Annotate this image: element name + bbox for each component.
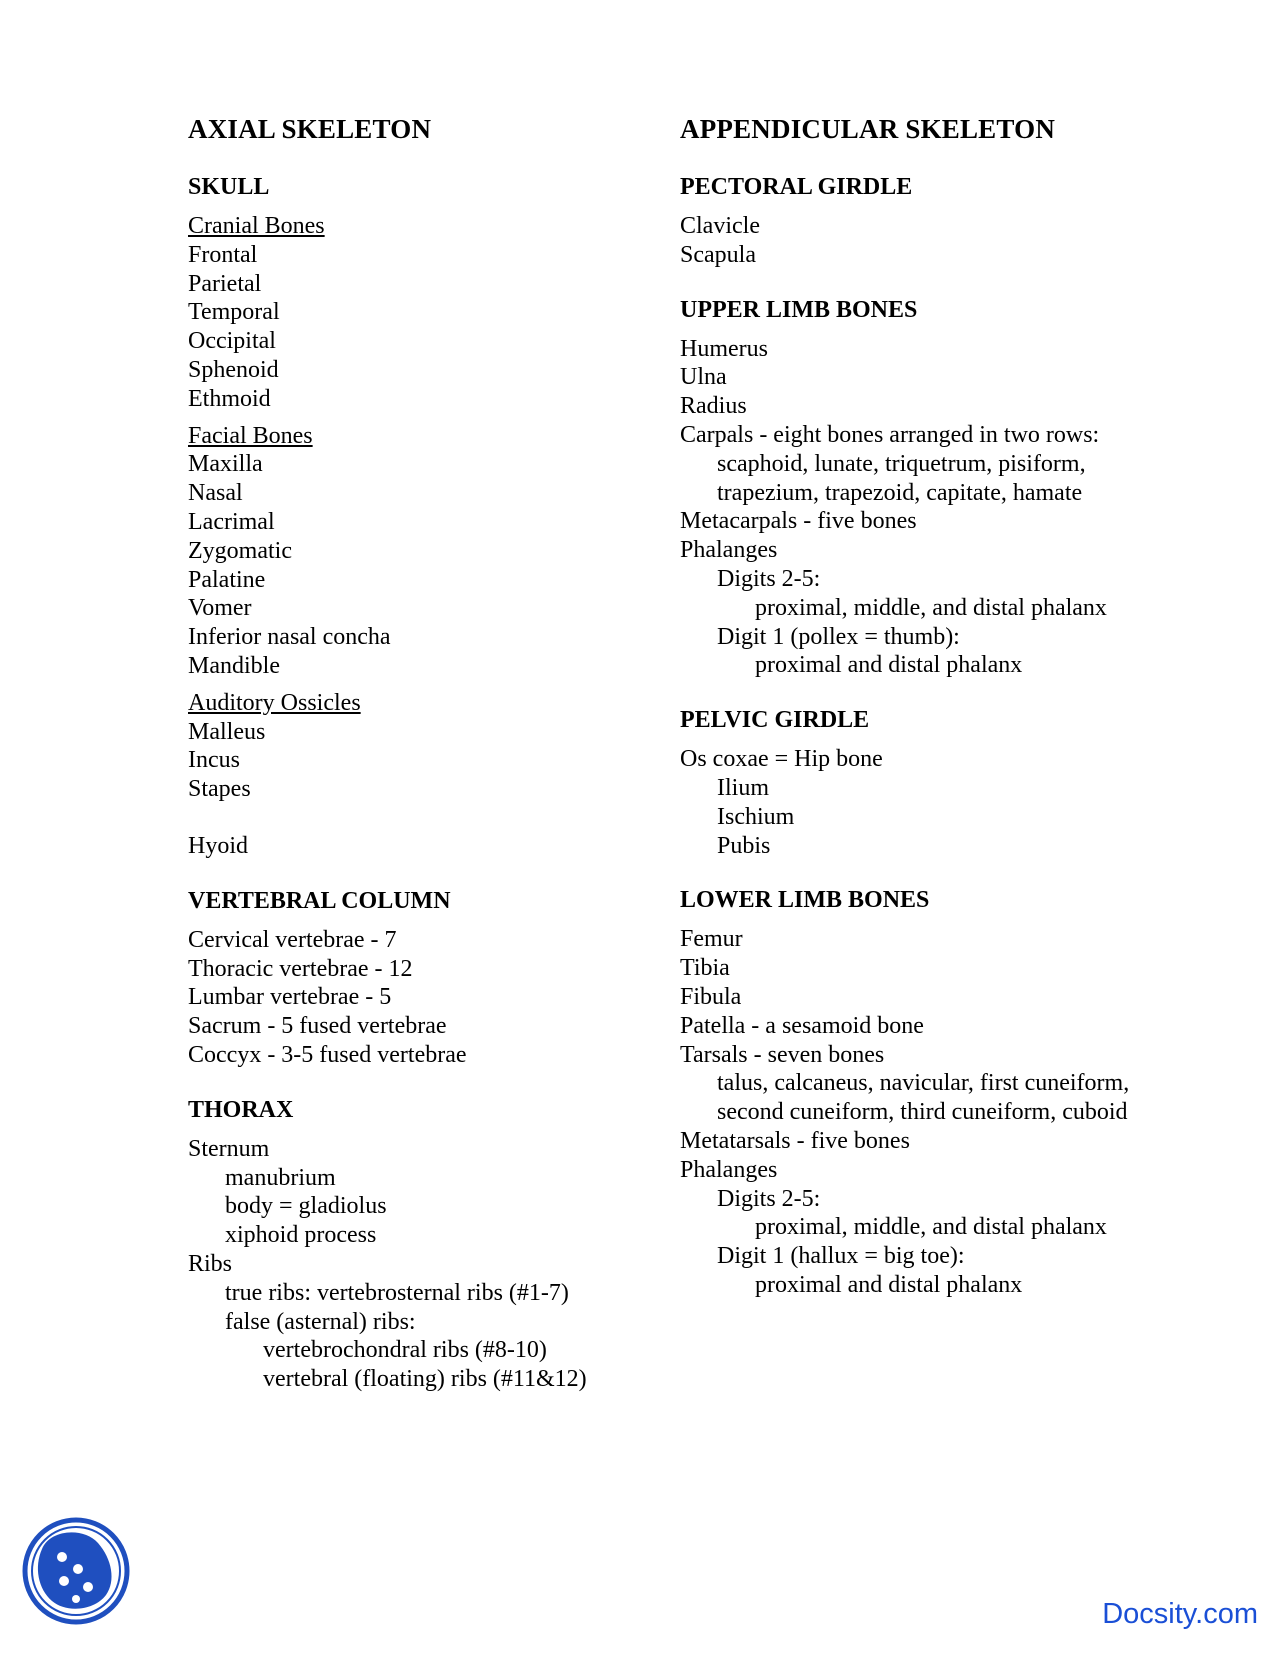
list-item: Coccyx - 3-5 fused vertebrae: [188, 1041, 467, 1068]
list-item: proximal, middle, and distal phalanx: [755, 1214, 1107, 1241]
list-item: Metacarpals - five bones: [680, 508, 917, 535]
list-item: Phalanges: [680, 537, 778, 564]
list-item: Digit 1 (hallux = big toe):: [717, 1243, 965, 1270]
list-item: Mandible: [188, 652, 280, 679]
list-item: xiphoid process: [225, 1222, 377, 1249]
list-item: Patella - a sesamoid bone: [680, 1012, 924, 1039]
list-item: Sacrum - 5 fused vertebrae: [188, 1013, 447, 1040]
appendicular-skeleton-title: APPENDICULAR SKELETON: [680, 114, 1056, 144]
list-item: true ribs: vertebrosternal ribs (#1-7): [225, 1279, 569, 1306]
list-item: Nasal: [188, 480, 243, 507]
list-item: Inferior nasal concha: [188, 624, 391, 651]
list-item: Metatarsals - five bones: [680, 1127, 910, 1154]
list-item: Ilium: [717, 774, 769, 801]
list-item: Sternum: [188, 1135, 270, 1162]
list-item: body = gladiolus: [225, 1193, 387, 1220]
list-item: Femur: [680, 926, 743, 953]
auditory-ossicles-title: Auditory Ossicles: [188, 689, 361, 716]
list-item: Clavicle: [680, 213, 760, 239]
pectoral-girdle-title: PECTORAL GIRDLE: [680, 174, 913, 200]
list-item: Os coxae = Hip bone: [680, 746, 883, 773]
auditory-ossicles-group: [188, 689, 658, 861]
list-item: Digits 2-5:: [717, 565, 821, 592]
facial-bones-group: [188, 422, 658, 681]
list-item: Humerus: [680, 335, 768, 362]
docsity-logo-icon[interactable]: [20, 1515, 132, 1627]
upper-limb-bones-title: UPPER LIMB BONES: [680, 296, 918, 323]
lower-limb-bones-title: LOWER LIMB BONES: [680, 887, 930, 914]
list-item: manubrium: [225, 1164, 336, 1191]
list-item: Incus: [188, 747, 240, 774]
axial-skeleton-column: [188, 112, 658, 1419]
list-item: Cervical vertebrae - 7: [188, 926, 397, 953]
facial-bones-title: Facial Bones: [188, 422, 313, 449]
list-item: Scapula: [680, 241, 756, 268]
skull-section: [188, 172, 658, 861]
list-item: second cuneiform, third cuneiform, cuboid: [717, 1099, 1128, 1126]
list-item: Ribs: [188, 1250, 233, 1277]
list-item: false (asternal) ribs:: [225, 1308, 416, 1335]
list-item: Carpals - eight bones arranged in two rows:: [680, 421, 1100, 448]
docsity-brand-link[interactable]: Docsity.com: [1102, 1598, 1258, 1630]
list-item: Palatine: [188, 566, 266, 593]
thorax-title: THORAX: [188, 1096, 294, 1123]
list-item: Parietal: [188, 270, 262, 297]
list-item: Occipital: [188, 328, 276, 355]
pelvic-girdle-title: PELVIC GIRDLE: [680, 707, 870, 734]
hyoid-item: Hyoid: [188, 832, 248, 859]
list-item: Temporal: [188, 299, 280, 326]
list-item: Zygomatic: [188, 537, 292, 564]
skull-title: SKULL: [188, 174, 270, 200]
list-item: Ulna: [680, 364, 727, 391]
list-item: Digits 2-5:: [717, 1185, 821, 1212]
pectoral-girdle-section: [680, 172, 1240, 270]
list-item: vertebral (floating) ribs (#11&12): [263, 1366, 587, 1393]
list-item: Sphenoid: [188, 356, 279, 383]
thorax-section: [188, 1095, 658, 1394]
list-item: vertebrochondral ribs (#8-10): [263, 1337, 547, 1364]
list-item: Tibia: [680, 955, 730, 982]
list-item: Malleus: [188, 718, 266, 745]
cranial-bones-title: Cranial Bones: [188, 213, 325, 239]
cranial-bones-group: [188, 212, 658, 414]
list-item: scaphoid, lunate, triquetrum, pisiform,: [717, 450, 1086, 477]
vertebral-column-title: VERTEBRAL COLUMN: [188, 887, 451, 914]
list-item: Frontal: [188, 241, 258, 268]
list-item: Digit 1 (pollex = thumb):: [717, 623, 960, 650]
list-item: Maxilla: [188, 451, 263, 478]
list-item: Ethmoid: [188, 385, 271, 412]
list-item: talus, calcaneus, navicular, first cuneiform,: [717, 1070, 1130, 1097]
list-item: Fibula: [680, 983, 742, 1010]
list-item: proximal, middle, and distal phalanx: [755, 594, 1107, 621]
appendicular-skeleton-column: [680, 112, 1240, 1325]
list-item: Thoracic vertebrae - 12: [188, 955, 413, 982]
upper-limb-bones-section: [680, 295, 1240, 681]
list-item: trapezium, trapezoid, capitate, hamate: [717, 479, 1083, 506]
list-item: Lacrimal: [188, 508, 275, 535]
list-item: Phalanges: [680, 1156, 778, 1183]
vertebral-column-section: [188, 886, 658, 1070]
list-item: proximal and distal phalanx: [755, 652, 1023, 679]
list-item: Pubis: [717, 832, 771, 859]
list-item: proximal and distal phalanx: [755, 1271, 1023, 1298]
list-item: Stapes: [188, 776, 251, 803]
list-item: Ischium: [717, 803, 795, 830]
axial-skeleton-title: AXIAL SKELETON: [188, 114, 432, 144]
list-item: Tarsals - seven bones: [680, 1041, 885, 1068]
list-item: Radius: [680, 393, 747, 420]
lower-limb-bones-section: [680, 885, 1240, 1299]
list-item: Vomer: [188, 595, 252, 622]
pelvic-girdle-section: [680, 705, 1240, 860]
list-item: Lumbar vertebrae - 5: [188, 984, 392, 1011]
